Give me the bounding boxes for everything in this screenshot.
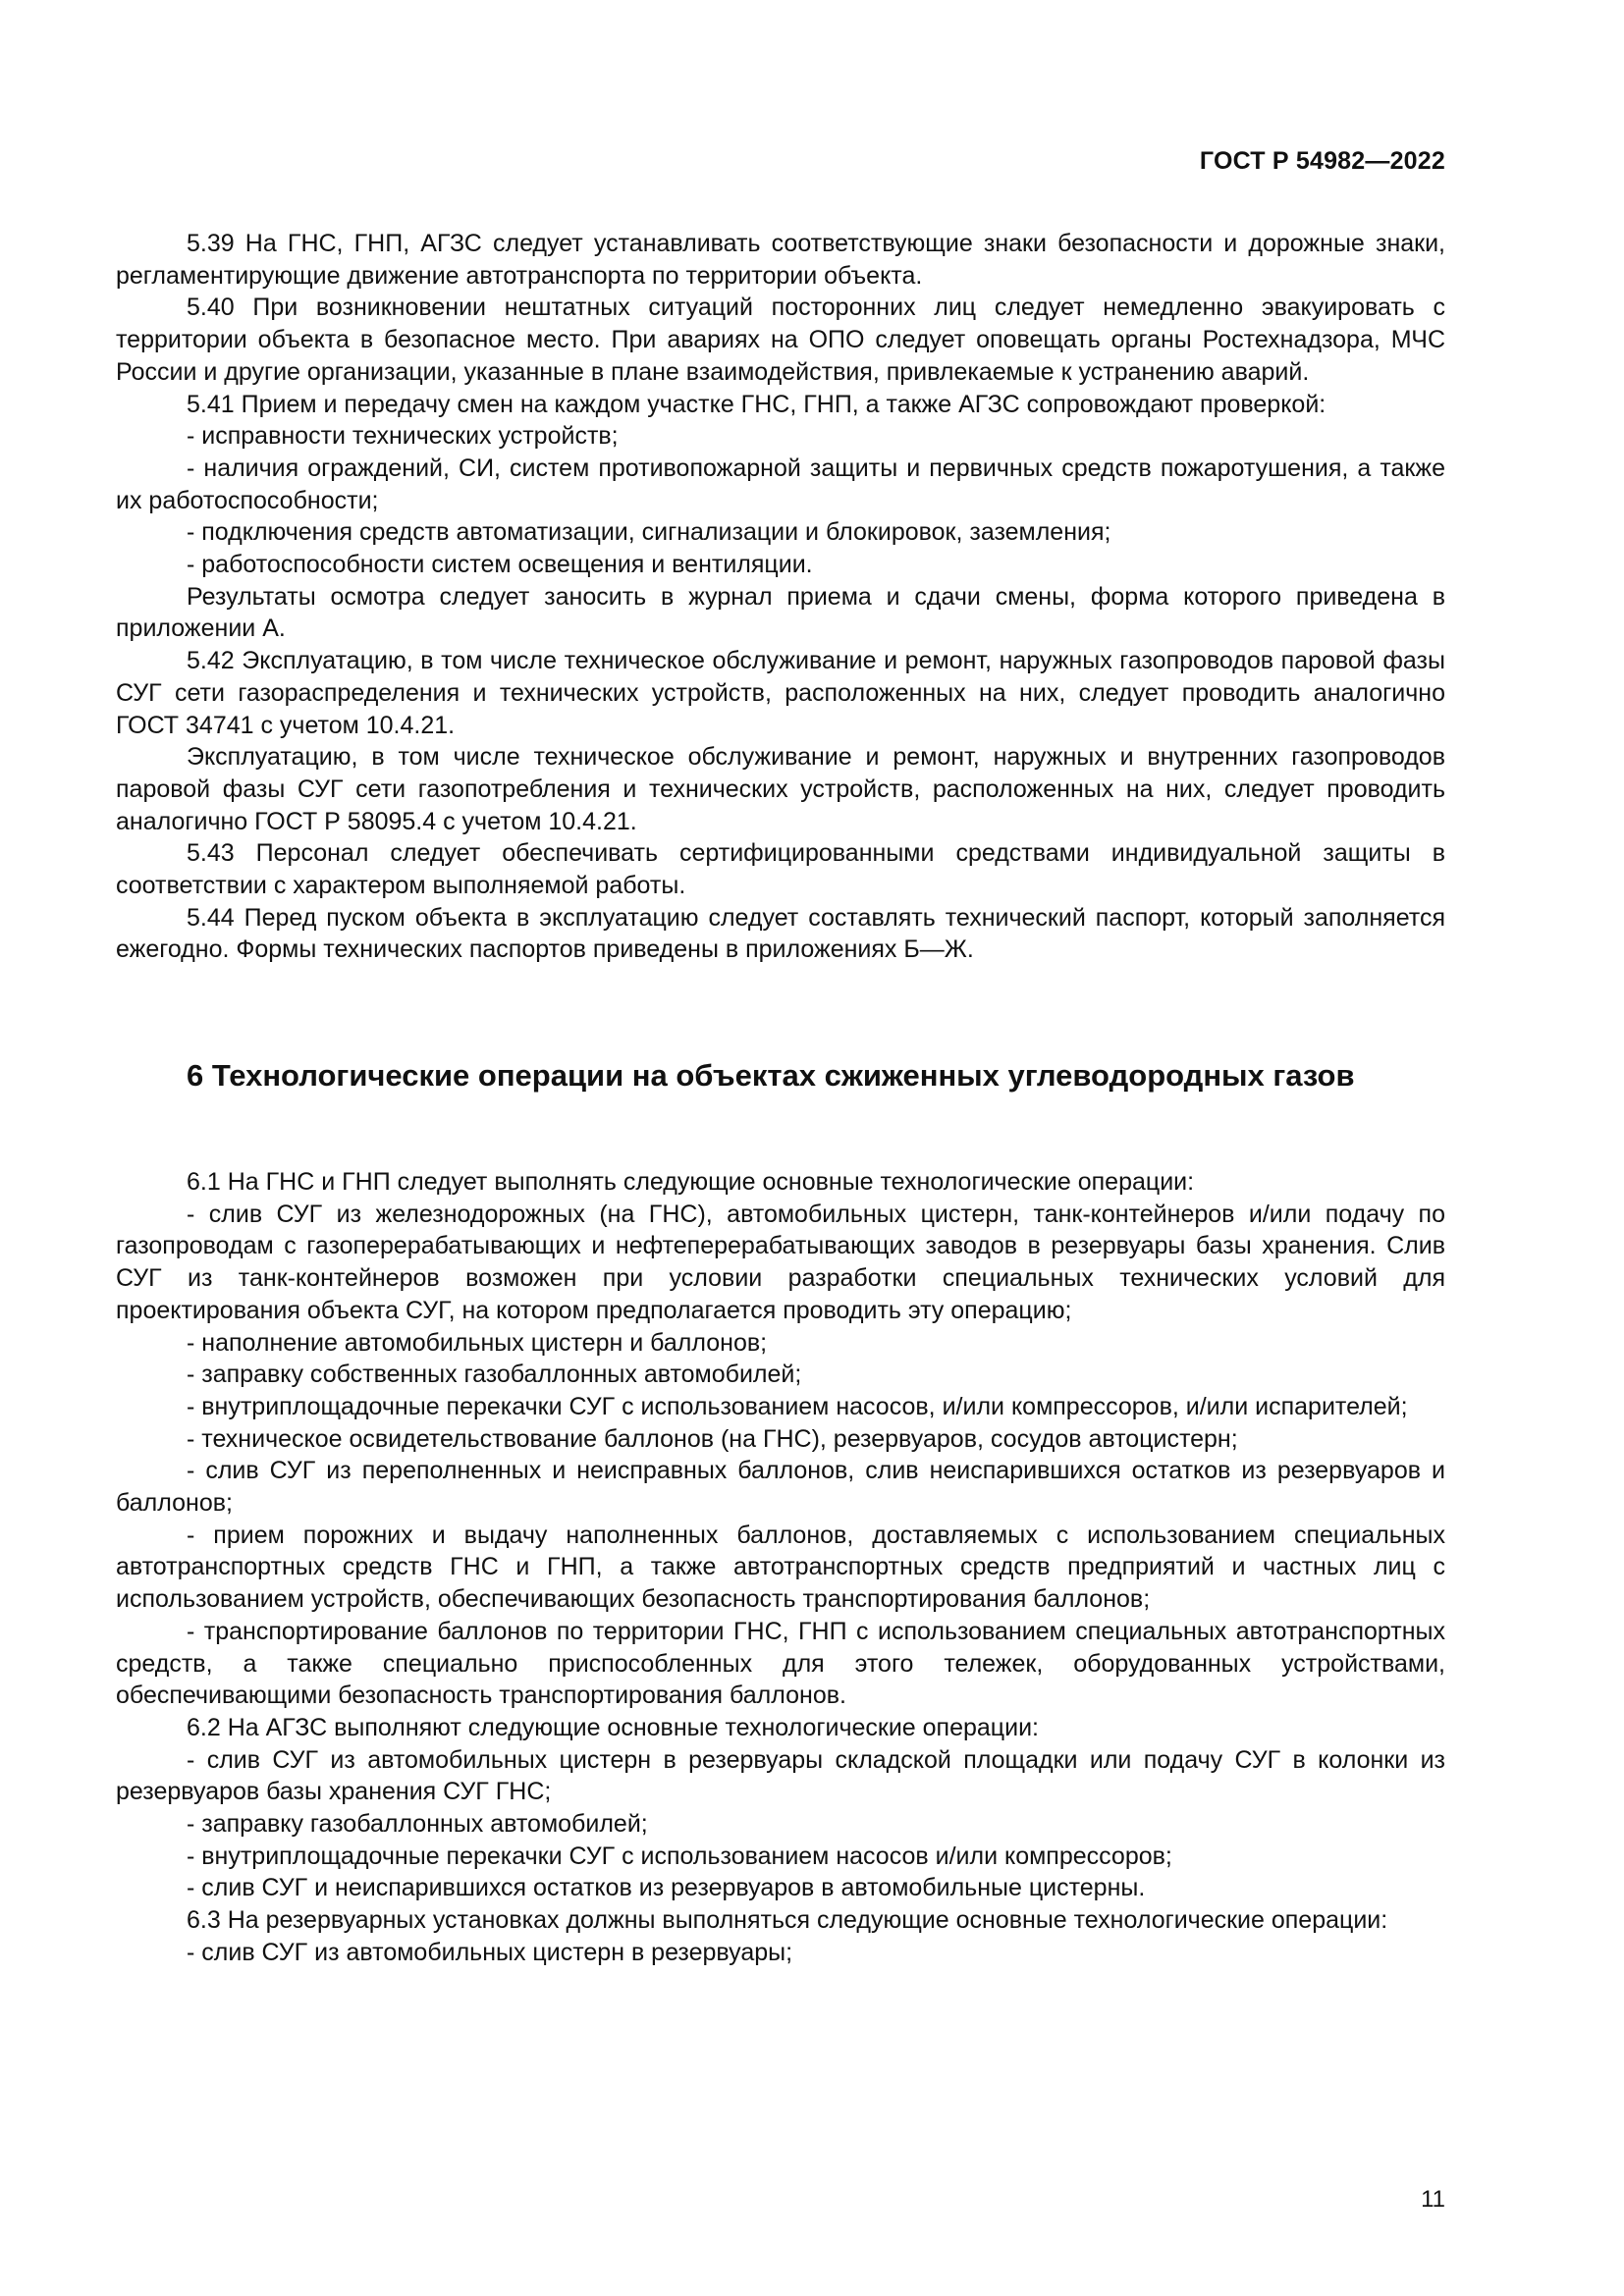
list-item: - наличия ограждений, СИ, систем противопожарной защиты и первичных средств пожаротушения, а также их работоспособности; [116,454,1445,514]
paragraph-6-2: 6.2 На АГЗС выполняют следующие основные технологические операции: [187,1713,1040,1741]
paragraph-5-39: 5.39 На ГНС, ГНП, АГЗС следует устанавливать соответствующие знаки безопасности и дорожные знаки, регламентирующие движение автотранспорта по территории объекта. [116,230,1445,290]
paragraph-5-42: 5.42 Эксплуатацию, в том числе техническое обслуживание и ремонт, наружных газопроводов паровой фазы СУГ сети газораспределения и технических устройств, расположенных на них, следует проводить аналогично ГОСТ 34741 с учетом 10.4.21. [116,647,1445,739]
list-item: - слив СУГ из автомобильных цистерн в резервуары; [187,1938,793,1966]
paragraph-results: Результаты осмотра следует заносить в журнал приема и сдачи смены, форма которого приведена в приложении А. [116,582,1445,643]
list-item: - транспортирование баллонов по территории ГНС, ГНП с использованием специальных автотранспортных средств, а также специально приспособленных для этого тележек, оборудованных устройствами, обеспечивающими безопасность транспортирования баллонов. [116,1617,1445,1710]
section-6-heading: 6 Технологические операции на объектах сжиженных углеводородных газов [187,1058,1355,1093]
list-item: - прием порожних и выдачу наполненных баллонов, доставляемых с использованием специальных автотранспортных средств ГНС и ГНП, а также автотранспортных средств предприятий и частных лиц с использованием устройств, обеспечивающих безопасность транспортирования баллонов; [116,1521,1445,1614]
list-item: - внутриплощадочные перекачки СУГ с использованием насосов, и/или компрессоров, и/или испарителей; [187,1392,1408,1420]
list-item: - техническое освидетельствование баллонов (на ГНС), резервуаров, сосудов автоцистерн; [187,1424,1238,1453]
paragraph-5-41: 5.41 Прием и передачу смен на каждом участке ГНС, ГНП, а также АГЗС сопровождают проверкой: [187,390,1326,418]
list-item: - слив СУГ и неиспарившихся остатков из резервуаров в автомобильные цистерны. [187,1874,1146,1902]
paragraph-exploitation: Эксплуатацию, в том числе техническое обслуживание и ремонт, наружных и внутренних газопроводов паровой фазы СУГ сети газопотребления и технических устройств, расположенных на них, следует проводить аналогично ГОСТ Р 58095.4 с учетом 10.4.21. [116,743,1445,835]
paragraph-5-43: 5.43 Персонал следует обеспечивать сертифицированными средствами индивидуальной защиты в соответствии с характером выполняемой работы. [116,839,1445,900]
list-item: - слив СУГ из переполненных и неисправных баллонов, слив неиспарившихся остатков из резервуаров и баллонов; [116,1457,1445,1518]
list-item: - наполнение автомобильных цистерн и баллонов; [187,1328,768,1357]
list-item: - слив СУГ из автомобильных цистерн в резервуары складской площадки или подачу СУГ в колонки из резервуаров базы хранения СУГ ГНС; [116,1745,1445,1806]
list-item: - исправности технических устройств; [187,422,619,451]
list-item: - подключения средств автоматизации, сигнализации и блокировок, заземления; [187,518,1111,547]
standard-header: ГОСТ Р 54982—2022 [1199,147,1445,175]
paragraph-6-1: 6.1 На ГНС и ГНП следует выполнять следующие основные технологические операции: [187,1168,1195,1196]
list-item: - внутриплощадочные перекачки СУГ с использованием насосов и/или компрессоров; [187,1842,1172,1870]
paragraph-6-3: 6.3 На резервуарных установках должны выполняться следующие основные технологические операции: [187,1906,1388,1935]
page-number: 11 [1421,2186,1445,2213]
list-item: - заправку собственных газобаллонных автомобилей; [187,1361,802,1389]
list-item: - слив СУГ из железнодорожных (на ГНС), автомобильных цистерн, танк-контейнеров и/или подачу по газопроводам с газоперерабатывающих и нефтеперерабатывающих заводов в резервуары базы хранения. Слив СУГ из танк-контейнеров возможен при условии разработки специальных технических условий для проектирования объекта СУГ, на котором предполагается проводить эту операцию; [116,1200,1445,1324]
list-item: - работоспособности систем освещения и вентиляции. [187,551,813,579]
paragraph-5-44: 5.44 Перед пуском объекта в эксплуатацию следует составлять технический паспорт, который заполняется ежегодно. Формы технических паспортов приведены в приложениях Б—Ж. [116,903,1445,964]
list-item: - заправку газобаллонных автомобилей; [187,1810,648,1839]
section-5-text [116,228,1445,966]
paragraph-5-40: 5.40 При возникновении нештатных ситуаций посторонних лиц следует немедленно эвакуировать с территории объекта в безопасное место. При авариях на ОПО следует оповещать органы Ростехнадзора, МЧС России и другие организации, указанные в плане взаимодействия, привлекаемые к устранению аварий. [116,294,1445,386]
section-6-text [116,1166,1445,1969]
